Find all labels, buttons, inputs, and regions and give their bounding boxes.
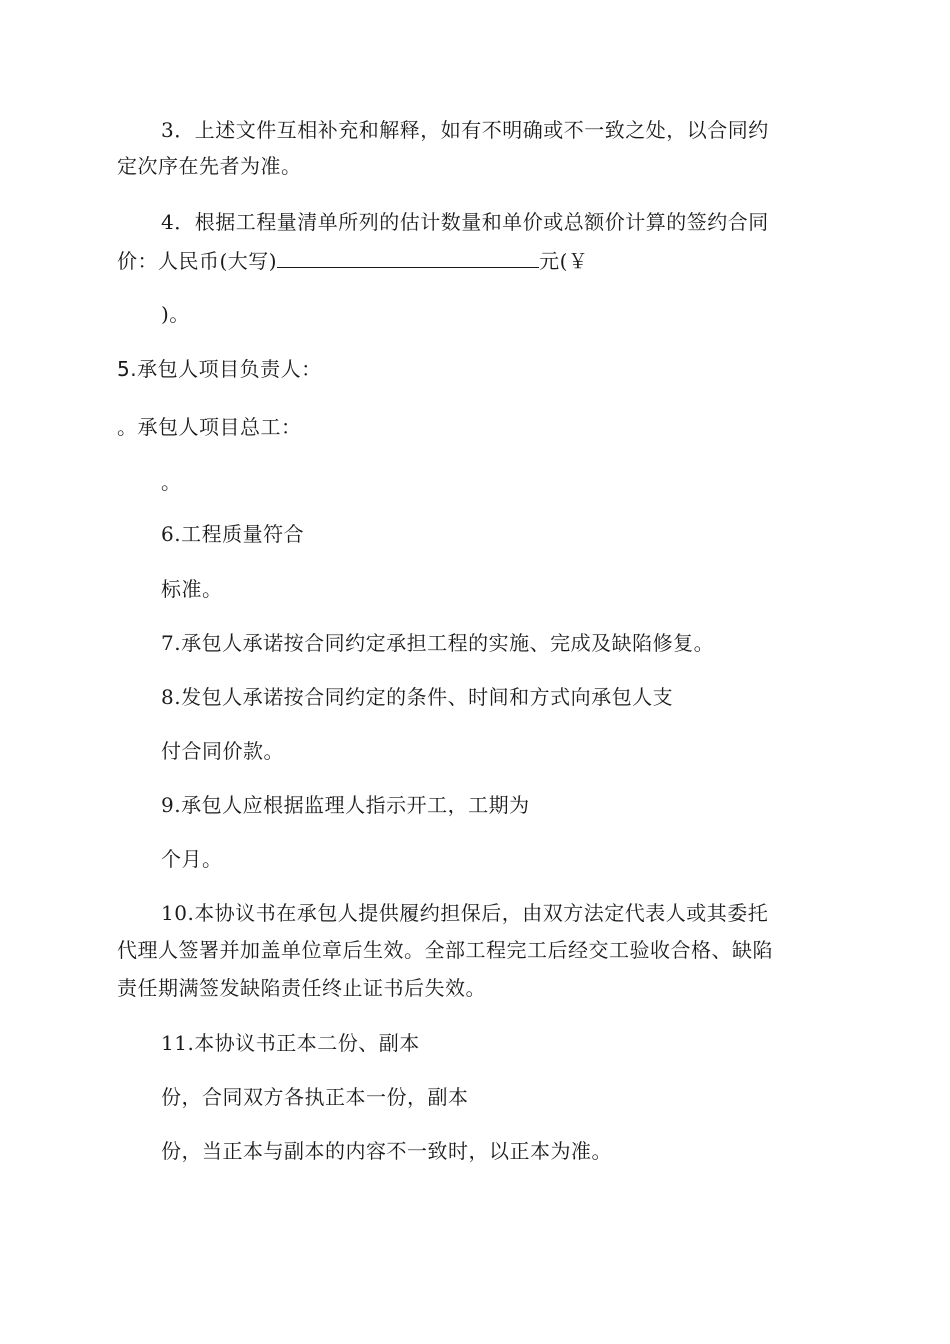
clause-5-line-3: 。 [161, 470, 182, 494]
clause-11-line-3: 份，当正本与副本的内容不一致时，以正本为准。 [161, 1139, 612, 1163]
clause-5-number: 5. [117, 357, 138, 381]
clause-8-line-1: 8.发包人承诺按合同约定的条件、时间和方式向承包人支 [161, 685, 674, 709]
clause-7-line-1: 7.承包人承诺按合同约定承担工程的实施、完成及缺陷修复。 [161, 631, 715, 655]
clause-3-line-2: 定次序在先者为准。 [117, 154, 302, 178]
clause-5-line-1 [117, 355, 322, 383]
clause-6-line-2: 标准。 [161, 577, 223, 601]
clause-5-line-2: 。承包人项目总工： [117, 415, 302, 439]
contract-price-yuan-label: 元(￥ [539, 249, 589, 273]
clause-8-line-2: 付合同价款。 [161, 739, 284, 763]
clause-9-line-1: 9.承包人应根据监理人指示开工，工期为 [161, 793, 530, 817]
clause-4-line-3: )。 [161, 302, 190, 326]
clause-4-line-1: 4．根据工程量清单所列的估计数量和单价或总额价计算的签约合同 [161, 210, 769, 234]
clause-10-line-1: 10.本协议书在承包人提供履约担保后，由双方法定代表人或其委托 [161, 901, 769, 925]
contract-price-blank [277, 245, 539, 268]
clause-11-line-1: 11.本协议书正本二份、副本 [161, 1031, 420, 1055]
clause-10-line-2: 代理人签署并加盖单位章后生效。全部工程完工后经交工验收合格、缺陷 [117, 938, 773, 962]
clause-3-line-1: 3．上述文件互相补充和解释，如有不明确或不一致之处，以合同约 [161, 118, 769, 142]
clause-11-line-2: 份，合同双方各执正本一份，副本 [161, 1085, 469, 1109]
project-manager-label: 承包人项目负责人： [137, 357, 322, 381]
clause-4-line-2 [117, 245, 588, 275]
clause-10-line-3: 责任期满签发缺陷责任终止证书后失效。 [117, 976, 486, 1000]
clause-6-line-1: 6.工程质量符合 [161, 522, 305, 546]
clause-9-line-2: 个月。 [161, 847, 223, 871]
contract-price-label: 价：人民币(大写) [117, 249, 278, 273]
